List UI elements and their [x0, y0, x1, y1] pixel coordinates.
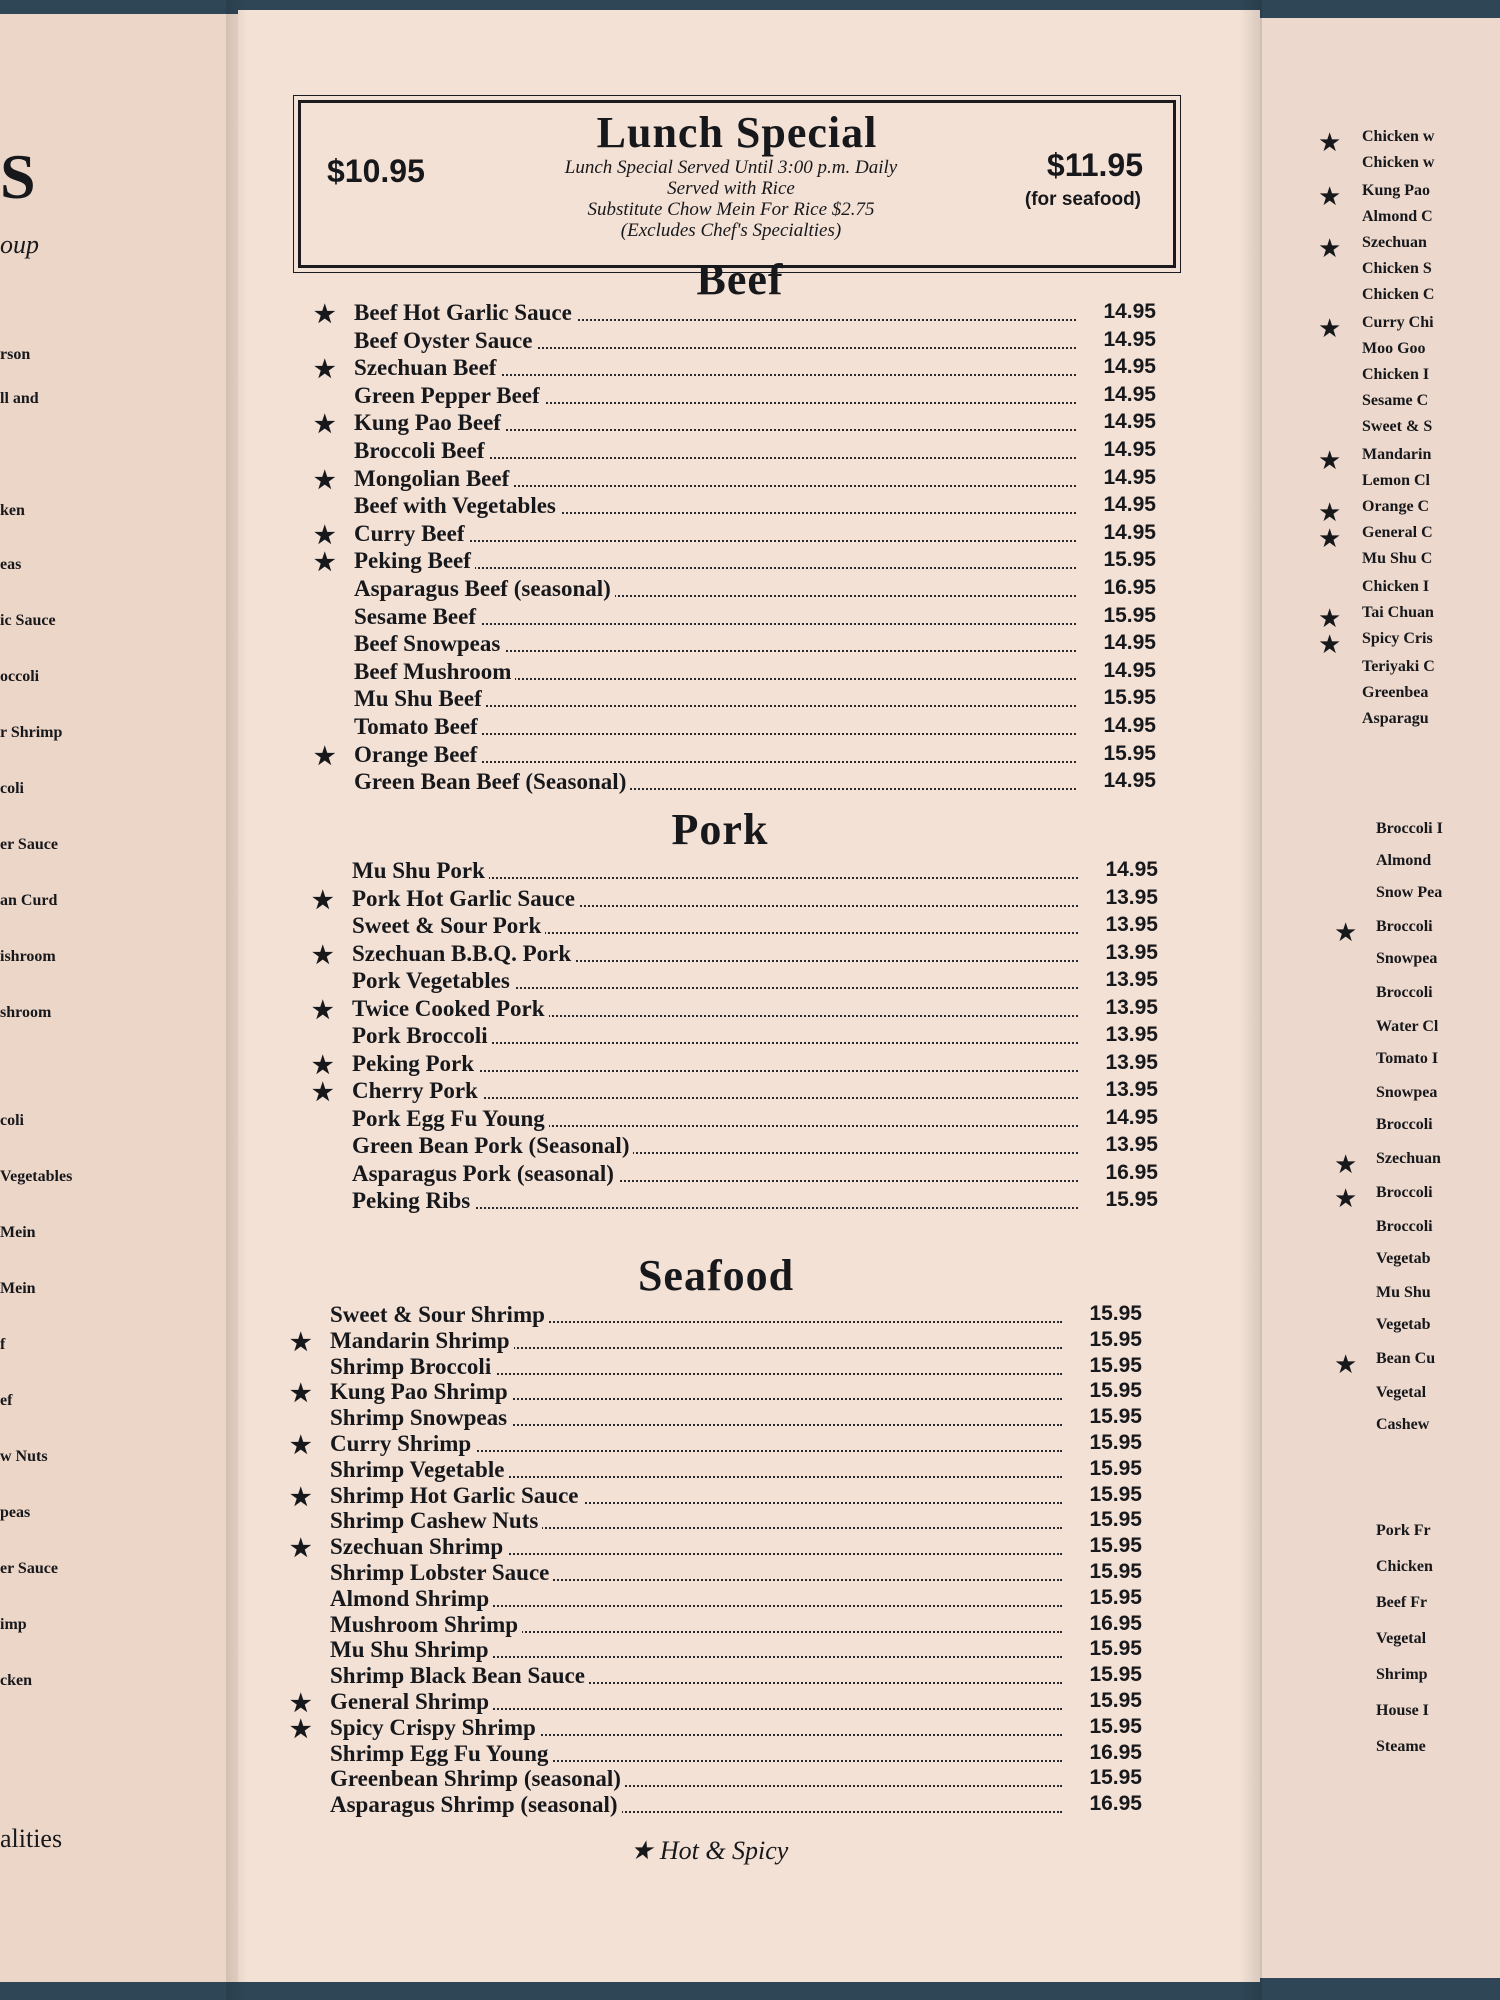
right-fragment-text: Vegetal [1376, 1384, 1427, 1401]
right-fragment-text: Pork Fr [1376, 1522, 1431, 1539]
menu-item [312, 1188, 1158, 1215]
menu-item-name: Spicy Crispy Shrimp [330, 1715, 540, 1741]
left-fragment-text: imp [0, 1616, 27, 1633]
menu-item [290, 1612, 1142, 1639]
star-icon: ★ [312, 997, 334, 1024]
menu-item-name: Greenbean Shrimp (seasonal) [330, 1766, 625, 1792]
star-icon: ★ [290, 1716, 312, 1743]
left-fragment-text: r Shrimp [0, 724, 63, 741]
menu-item [314, 714, 1156, 741]
right-fragment-text: Curry Chi [1362, 314, 1434, 331]
menu-item [314, 631, 1156, 658]
left-fragment-text: an Curd [0, 892, 58, 909]
star-icon: ★ [290, 1484, 312, 1511]
menu-item-name: Sweet & Sour Pork [352, 913, 545, 939]
menu-item-price: 14.95 [1103, 410, 1156, 434]
menu-item-price: 13.95 [1105, 1023, 1158, 1046]
menu-item-name: Shrimp Snowpeas [330, 1405, 511, 1431]
menu-item [314, 438, 1156, 465]
menu-item-name: Sesame Beef [354, 604, 480, 630]
lunch-special-details [481, 157, 981, 241]
menu-item-price: 14.95 [1103, 300, 1156, 323]
menu-item-name: Beef Snowpeas [354, 631, 504, 657]
star-icon: ★ [1318, 446, 1342, 475]
star-icon: ★ [290, 1329, 312, 1356]
menu-item-price: 16.95 [1105, 1160, 1158, 1184]
menu-item [290, 1715, 1142, 1742]
lunch-seafood-note: (for seafood) [1024, 189, 1141, 210]
menu-item-name: Asparagus Pork (seasonal) [352, 1161, 618, 1187]
section-title-seafood: Seafood [637, 1251, 795, 1300]
right-fragment-text: Water Cl [1376, 1018, 1439, 1035]
star-icon: ★ [1334, 1350, 1358, 1379]
menu-item-price: 14.95 [1105, 1105, 1158, 1129]
menu-item [290, 1586, 1142, 1613]
star-icon: ★ [314, 522, 336, 549]
menu-item-price: 15.95 [1089, 1663, 1142, 1687]
menu-item-price: 15.95 [1105, 1188, 1158, 1211]
lunch-special-box [298, 100, 1176, 268]
menu-item [312, 1023, 1158, 1050]
menu-item-price: 13.95 [1105, 1078, 1158, 1101]
menu-item [290, 1663, 1142, 1690]
menu-item-price: 15.95 [1089, 1405, 1142, 1429]
menu-item [290, 1302, 1142, 1329]
left-fragment-text: coli [0, 780, 24, 797]
menu-item-price: 15.95 [1089, 1327, 1142, 1351]
menu-item-price: 15.95 [1103, 603, 1156, 627]
menu-item-price: 13.95 [1105, 885, 1158, 909]
right-fragment-text: Vegetab [1376, 1250, 1431, 1267]
menu-item-price: 15.95 [1089, 1560, 1142, 1583]
right-fragment-text: Szechuan [1376, 1150, 1441, 1167]
star-icon: ★ [1334, 1184, 1358, 1213]
menu-item-name: Beef Oyster Sauce [354, 328, 536, 354]
menu-item [314, 769, 1156, 796]
star-icon: ★ [314, 550, 336, 577]
right-fragment-text: General C [1362, 524, 1433, 541]
menu-item-price: 13.95 [1105, 940, 1158, 964]
lunch-price-regular: $10.95 [327, 153, 425, 189]
legend-text: Hot & Spicy [659, 1836, 789, 1865]
right-fragment-text: Chicken w [1362, 154, 1435, 171]
menu-item-price: 13.95 [1105, 1133, 1158, 1156]
menu-item [314, 493, 1156, 520]
lunch-detail-line: (Excludes Chef's Specialties) [620, 220, 842, 241]
left-fragment-text: Vegetables [0, 1168, 73, 1185]
menu-item [290, 1354, 1142, 1381]
menu-item-name: Mandarin Shrimp [330, 1328, 514, 1354]
menu-item-name: Kung Pao Shrimp [330, 1379, 512, 1405]
menu-item-price: 15.95 [1089, 1689, 1142, 1712]
menu-item-price: 16.95 [1089, 1740, 1142, 1764]
menu-item-price: 14.95 [1103, 493, 1156, 517]
left-fragment-text: er Sauce [0, 836, 58, 853]
menu-item-name: Mu Shu Shrimp [330, 1637, 493, 1663]
right-fragment-text: Szechuan [1362, 234, 1427, 251]
right-fragment-text: Snow Pea [1376, 884, 1443, 901]
right-fragment-text: Mandarin [1362, 446, 1432, 463]
menu-item-price: 15.95 [1103, 686, 1156, 710]
menu-item-price: 13.95 [1105, 995, 1158, 1019]
right-fragment-text: Vegetab [1376, 1316, 1431, 1333]
menu-item-name: Asparagus Beef (seasonal) [354, 576, 615, 602]
menu-item-price: 14.95 [1103, 769, 1156, 793]
left-fragment-text: w Nuts [0, 1448, 48, 1465]
menu-item-price: 15.95 [1089, 1508, 1142, 1532]
menu-item [312, 858, 1158, 885]
menu-item-name: Szechuan Shrimp [330, 1534, 507, 1560]
right-fragment-text: Bean Cu [1376, 1350, 1436, 1367]
menu-item-price: 14.95 [1105, 858, 1158, 881]
star-icon: ★ [1318, 182, 1342, 211]
menu-item-name: Green Bean Beef (Seasonal) [354, 769, 630, 795]
right-fragment-text: Chicken S [1362, 260, 1432, 277]
menu-item-name: Shrimp Hot Garlic Sauce [330, 1483, 583, 1509]
star-icon: ★ [314, 302, 336, 328]
menu-item [290, 1328, 1142, 1355]
menu-item-name: Asparagus Shrimp (seasonal) [330, 1792, 622, 1818]
right-fragment-text: Almond [1376, 852, 1432, 869]
left-fragment-text: shroom [0, 1004, 52, 1021]
left-fragment-text: peas [0, 1504, 31, 1521]
right-fragment-text: Kung Pao [1362, 182, 1431, 199]
right-fragment-text: Vegetal [1376, 1630, 1427, 1647]
menu-item-price: 15.95 [1103, 741, 1156, 765]
right-fragment-text: Greenbea [1362, 684, 1429, 701]
menu-item [290, 1379, 1142, 1406]
menu-item-price: 15.95 [1089, 1714, 1142, 1738]
right-fragment-text: Moo Goo [1362, 340, 1426, 357]
right-fragment-text: Tai Chuan [1362, 604, 1434, 621]
star-icon: ★ [312, 942, 334, 969]
star-icon: ★ [312, 887, 334, 914]
menu-item [290, 1792, 1142, 1819]
left-fragment-text: rson [0, 346, 31, 363]
menu-item-name: Kung Pao Beef [354, 410, 505, 436]
left-fragment-text: ken [0, 502, 25, 519]
menu-item-price: 15.95 [1089, 1482, 1142, 1506]
menu-item-price: 14.95 [1103, 465, 1156, 489]
menu-item-price: 13.95 [1105, 913, 1158, 936]
menu-item [314, 410, 1156, 437]
menu-item-name: Shrimp Egg Fu Young [330, 1741, 552, 1767]
menu-item-price: 16.95 [1103, 576, 1156, 599]
menu-item-name: Shrimp Black Bean Sauce [330, 1663, 589, 1689]
menu-item-name: Mu Shu Beef [354, 686, 486, 712]
right-fragment-text: Sweet & S [1362, 418, 1433, 435]
menu-item [290, 1534, 1142, 1561]
left-fragment-text: S [0, 141, 36, 212]
menu-item-name: Mongolian Beef [354, 466, 513, 492]
star-icon: ★ [312, 1080, 334, 1106]
menu-item [290, 1431, 1142, 1458]
right-fragment-text: Mu Shu [1376, 1284, 1431, 1301]
left-fragment-text: occoli [0, 668, 40, 685]
right-fragment-text: Chicken [1376, 1558, 1433, 1575]
left-fragment-text: Mein [0, 1280, 36, 1297]
menu-item-price: 15.95 [1089, 1637, 1142, 1661]
menu-item-price: 14.95 [1103, 658, 1156, 682]
left-fragment-text: eas [0, 556, 22, 573]
menu-item [314, 659, 1156, 686]
right-fragment-text: Mu Shu C [1362, 550, 1433, 567]
menu-item [312, 886, 1158, 913]
menu-item-price: 15.95 [1089, 1431, 1142, 1454]
menu-item-price: 14.95 [1103, 327, 1156, 351]
menu-item-price: 13.95 [1105, 968, 1158, 991]
right-fragment-text: Orange C [1362, 498, 1430, 515]
menu-item [312, 913, 1158, 940]
left-fragment-text: er Sauce [0, 1560, 58, 1577]
right-fragment-text: Chicken w [1362, 128, 1435, 145]
menu-item-name: Mu Shu Pork [352, 858, 489, 884]
menu-item [290, 1560, 1142, 1587]
menu-item-name: Pork Vegetables [352, 968, 514, 994]
menu-item [290, 1405, 1142, 1432]
right-fragment-text: Chicken C [1362, 286, 1435, 303]
section-title-pork: Pork [671, 805, 769, 854]
menu-item [314, 328, 1156, 355]
menu-item-name: Cherry Pork [352, 1078, 482, 1104]
right-fragment-text: Cashew [1376, 1416, 1430, 1433]
star-icon: ★ [314, 357, 336, 384]
menu-item [314, 576, 1156, 603]
lunch-detail-line: Served with Rice [667, 178, 795, 199]
menu-item-name: Sweet & Sour Shrimp [330, 1302, 549, 1328]
menu-item-name: Tomato Beef [354, 714, 482, 740]
star-icon: ★ [1334, 918, 1358, 947]
menu-item-name: Almond Shrimp [330, 1586, 493, 1612]
menu-item [314, 300, 1156, 327]
right-fragment-text: Steame [1376, 1738, 1426, 1755]
menu-item [312, 1133, 1158, 1160]
menu-item [290, 1741, 1142, 1768]
menu-item [314, 466, 1156, 493]
menu-item-name: Mushroom Shrimp [330, 1612, 522, 1638]
menu-item-name: Beef Hot Garlic Sauce [354, 300, 576, 326]
star-icon: ★ [314, 743, 336, 770]
right-fragment-text: Broccoli [1376, 1116, 1433, 1133]
menu-item-name: Pork Broccoli [352, 1023, 492, 1049]
menu-item [314, 355, 1156, 382]
left-fragment-text: alities [0, 1824, 63, 1853]
menu-item-name: Shrimp Vegetable [330, 1457, 508, 1483]
menu-item [314, 383, 1156, 410]
menu-item-name: Orange Beef [354, 742, 481, 768]
menu-item-name: Pork Egg Fu Young [352, 1106, 549, 1132]
menu-item-price: 15.95 [1089, 1534, 1142, 1558]
star-icon: ★ [290, 1381, 312, 1408]
menu-item-name: Szechuan B.B.Q. Pork [352, 941, 575, 967]
menu-item-price: 15.95 [1089, 1585, 1142, 1609]
menu-item-price: 13.95 [1105, 1050, 1158, 1074]
menu-item [290, 1766, 1142, 1793]
menu-item-price: 15.95 [1089, 1456, 1142, 1480]
star-icon: ★ [1318, 314, 1342, 343]
menu-item-name: Green Pepper Beef [354, 383, 544, 409]
menu-item-name: Twice Cooked Pork [352, 996, 549, 1022]
right-fragment-text: Broccoli I [1376, 820, 1443, 837]
right-fragment-text: Asparagu [1362, 710, 1429, 727]
right-fragment-text: Beef Fr [1376, 1594, 1428, 1611]
menu-item-price: 14.95 [1103, 631, 1156, 655]
left-fragment-text: ic Sauce [0, 612, 56, 629]
menu-item-name: Szechuan Beef [354, 355, 500, 381]
menu-item-name: Pork Hot Garlic Sauce [352, 886, 579, 912]
star-icon: ★ [312, 1052, 334, 1079]
star-icon: ★ [314, 467, 336, 494]
fold-shadow-left [226, 0, 248, 2000]
menu-item-name: Green Bean Pork (Seasonal) [352, 1133, 633, 1159]
right-fragment-text: Snowpea [1376, 1084, 1438, 1101]
menu-item [312, 941, 1158, 968]
right-fragment-text: Chicken I [1362, 366, 1430, 383]
right-fragment-text: Sesame C [1362, 392, 1429, 409]
menu-item-price: 15.95 [1089, 1353, 1142, 1377]
menu-item-name: General Shrimp [330, 1689, 493, 1715]
menu-item-price: 16.95 [1089, 1611, 1142, 1635]
right-fragment-text: Broccoli [1376, 918, 1433, 935]
right-fragment-text: Almond C [1362, 208, 1433, 225]
menu-item-name: Beef with Vegetables [354, 493, 560, 519]
menu-item-price: 15.95 [1089, 1379, 1142, 1403]
right-fragment-text: Broccoli [1376, 1218, 1433, 1235]
star-icon: ★ [1318, 128, 1342, 157]
lunch-detail-line: Substitute Chow Mein For Rice $2.75 [587, 199, 875, 220]
menu-item [312, 1078, 1158, 1105]
menu-item [314, 548, 1156, 575]
right-fragment-text: Lemon Cl [1362, 472, 1430, 489]
right-fragment-text: Chicken I [1362, 578, 1430, 595]
star-icon: ★ [1318, 630, 1342, 659]
menu-item [312, 1161, 1158, 1188]
menu-item-price: 14.95 [1103, 382, 1156, 406]
menu-item-name: Beef Mushroom [354, 659, 515, 685]
lunch-special-title: Lunch Special [596, 108, 878, 157]
menu-item [312, 996, 1158, 1023]
menu-item-price: 14.95 [1103, 714, 1156, 737]
right-fragment-text: Teriyaki C [1362, 658, 1435, 675]
menu-item [290, 1689, 1142, 1716]
menu-item-name: Curry Shrimp [330, 1431, 475, 1457]
star-icon: ★ [630, 1836, 654, 1865]
menu-item [314, 521, 1156, 548]
left-fragment-text: Mein [0, 1224, 36, 1241]
menu-item-name: Peking Beef [354, 548, 475, 574]
left-fragment-text: cken [0, 1672, 32, 1689]
menu-item [314, 604, 1156, 631]
star-icon: ★ [1318, 524, 1342, 553]
menu-item-name: Shrimp Broccoli [330, 1354, 495, 1380]
star-icon: ★ [290, 1691, 312, 1717]
menu-item-name: Broccoli Beef [354, 438, 489, 464]
lunch-price-seafood: $11.95 [1046, 147, 1143, 183]
star-icon: ★ [290, 1433, 312, 1459]
menu-item [290, 1637, 1142, 1664]
menu-item-price: 15.95 [1089, 1766, 1142, 1790]
right-fragment-text: Broccoli [1376, 984, 1433, 1001]
menu-item [314, 686, 1156, 713]
right-fragment-text: Broccoli [1376, 1184, 1433, 1201]
left-fragment-text: oup [0, 230, 39, 259]
menu-item-name: Shrimp Cashew Nuts [330, 1508, 542, 1534]
menu-item [290, 1457, 1142, 1484]
hot-spicy-legend [630, 1836, 788, 1866]
menu-item [312, 968, 1158, 995]
left-fragment-text: coli [0, 1112, 24, 1129]
left-fragment-text: ll and [0, 390, 39, 407]
menu-item-price: 14.95 [1103, 438, 1156, 461]
star-icon: ★ [290, 1536, 312, 1563]
star-icon: ★ [1318, 234, 1342, 263]
menu-item [290, 1483, 1142, 1510]
menu-item-name: Curry Beef [354, 521, 469, 547]
menu-item-price: 14.95 [1103, 355, 1156, 379]
right-fragment-text: House I [1376, 1702, 1429, 1719]
left-fragment-text: f [0, 1336, 6, 1353]
menu-item [290, 1508, 1142, 1535]
right-fragment-text: Spicy Cris [1362, 630, 1433, 647]
menu-item [312, 1051, 1158, 1078]
fold-shadow-right [1240, 0, 1262, 2000]
menu-item [314, 742, 1156, 769]
right-fragment-text: Shrimp [1376, 1666, 1428, 1683]
star-icon: ★ [1318, 604, 1342, 633]
menu-item-price: 15.95 [1103, 548, 1156, 572]
menu-item-name: Peking Pork [352, 1051, 478, 1077]
menu-item-price: 15.95 [1089, 1302, 1142, 1325]
left-fragment-text: ishroom [0, 948, 56, 965]
star-icon: ★ [314, 412, 336, 439]
menu-item-name: Shrimp Lobster Sauce [330, 1560, 553, 1586]
right-fragment-text: Tomato I [1376, 1050, 1439, 1067]
section-title-beef: Beef [696, 255, 784, 304]
left-fragment-text: ef [0, 1392, 13, 1409]
menu-item-price: 16.95 [1089, 1792, 1142, 1816]
right-fragment-text: Snowpea [1376, 950, 1438, 967]
star-icon: ★ [1334, 1150, 1358, 1179]
menu-item-name: Peking Ribs [352, 1188, 474, 1214]
menu-item [312, 1106, 1158, 1133]
lunch-detail-line: Lunch Special Served Until 3:00 p.m. Daily [564, 157, 898, 178]
star-icon: ★ [1318, 498, 1342, 527]
menu-item-price: 14.95 [1103, 520, 1156, 544]
